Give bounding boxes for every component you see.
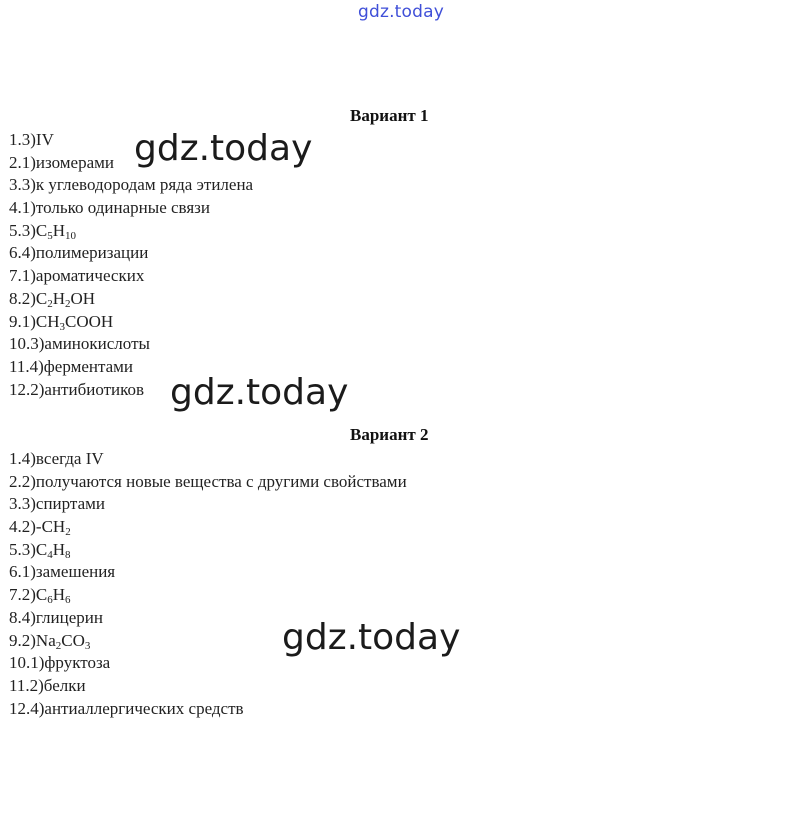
answer-text: 12.4)антиаллергических средств bbox=[9, 698, 244, 718]
answer-text: 7.1)ароматических bbox=[9, 266, 145, 286]
answer-text: 6.1)замешения bbox=[9, 562, 116, 582]
formula-subscript: 6 bbox=[47, 594, 53, 607]
answer-text: H bbox=[52, 288, 66, 308]
answer-text: 8.2)C bbox=[9, 288, 48, 308]
answer-text: 3.3)спиртами bbox=[9, 494, 105, 514]
answer-item bbox=[9, 493, 407, 516]
answer-text: 9.2)Na bbox=[9, 630, 56, 650]
formula-subscript: 8 bbox=[65, 548, 71, 561]
variant-1-answer-list bbox=[9, 129, 253, 401]
answer-text: 10.3)аминокислоты bbox=[9, 334, 150, 354]
answer-text: 5.3)C bbox=[9, 539, 48, 559]
answer-item bbox=[9, 471, 407, 494]
answer-text: H bbox=[52, 220, 66, 240]
watermark-overlay: gdz.today bbox=[134, 128, 313, 169]
answer-text: 5.3)C bbox=[9, 220, 48, 240]
variant-1-heading: Вариант 1 bbox=[350, 106, 429, 125]
answer-text: 2.2)получаются новые вещества с другими свойствами bbox=[9, 471, 407, 491]
formula-subscript: 3 bbox=[59, 320, 66, 333]
answer-text: 1.3)IV bbox=[9, 130, 54, 149]
watermark-overlay: gdz.today bbox=[170, 372, 349, 413]
answer-text: H bbox=[52, 585, 66, 605]
answer-item bbox=[9, 311, 253, 334]
answer-text: COOH bbox=[65, 311, 114, 331]
formula-subscript: 4 bbox=[47, 548, 53, 561]
answer-item bbox=[9, 197, 253, 220]
answer-item bbox=[9, 242, 253, 265]
answer-item bbox=[9, 698, 407, 721]
answer-item bbox=[9, 539, 407, 562]
answer-text: 3.3)к углеводородам ряда этилена bbox=[9, 175, 254, 195]
formula-subscript: 3 bbox=[84, 639, 91, 652]
formula-subscript: 2 bbox=[65, 526, 71, 539]
answer-item bbox=[9, 448, 407, 471]
formula-subscript: 2 bbox=[47, 297, 53, 310]
formula-subscript: 2 bbox=[55, 639, 62, 652]
formula-subscript: 2 bbox=[65, 297, 71, 310]
answer-item bbox=[9, 333, 253, 356]
answer-text: OH bbox=[70, 288, 96, 308]
answer-text: 8.4)глицерин bbox=[9, 607, 103, 627]
formula-subscript: 5 bbox=[47, 229, 53, 242]
answer-item bbox=[9, 675, 407, 698]
answer-text: 4.2)-CH bbox=[9, 517, 66, 537]
answer-item bbox=[9, 516, 407, 539]
answer-text: 4.1)только одинарные связи bbox=[9, 198, 210, 218]
answer-item bbox=[9, 174, 253, 197]
answer-item bbox=[9, 220, 253, 243]
answer-text: 12.2)антибиотиков bbox=[9, 379, 145, 399]
answer-text: 11.2)белки bbox=[9, 675, 86, 695]
answer-text: 10.1)фруктоза bbox=[9, 653, 111, 673]
formula-subscript: 6 bbox=[65, 594, 71, 607]
watermark-overlay: gdz.today bbox=[282, 617, 461, 658]
answer-text: H bbox=[52, 539, 66, 559]
answer-text: 2.1)изомерами bbox=[9, 152, 115, 172]
answer-item bbox=[9, 288, 253, 311]
answer-text: 9.1)CH bbox=[9, 311, 60, 331]
answer-item bbox=[9, 561, 407, 584]
formula-subscript: 10 bbox=[65, 229, 77, 242]
variant-2-heading: Вариант 2 bbox=[350, 425, 429, 444]
answer-text: 11.4)ферментами bbox=[9, 356, 134, 376]
answer-text: 1.4)всегда IV bbox=[9, 449, 104, 468]
answer-text: 6.4)полимеризации bbox=[9, 243, 149, 263]
watermark-top: gdz.today bbox=[357, 2, 445, 22]
answer-item bbox=[9, 265, 253, 288]
answer-text: CO bbox=[61, 630, 85, 650]
answer-text: 7.2)C bbox=[9, 585, 48, 605]
answer-item bbox=[9, 584, 407, 607]
variant-2-answer-list bbox=[9, 448, 407, 720]
